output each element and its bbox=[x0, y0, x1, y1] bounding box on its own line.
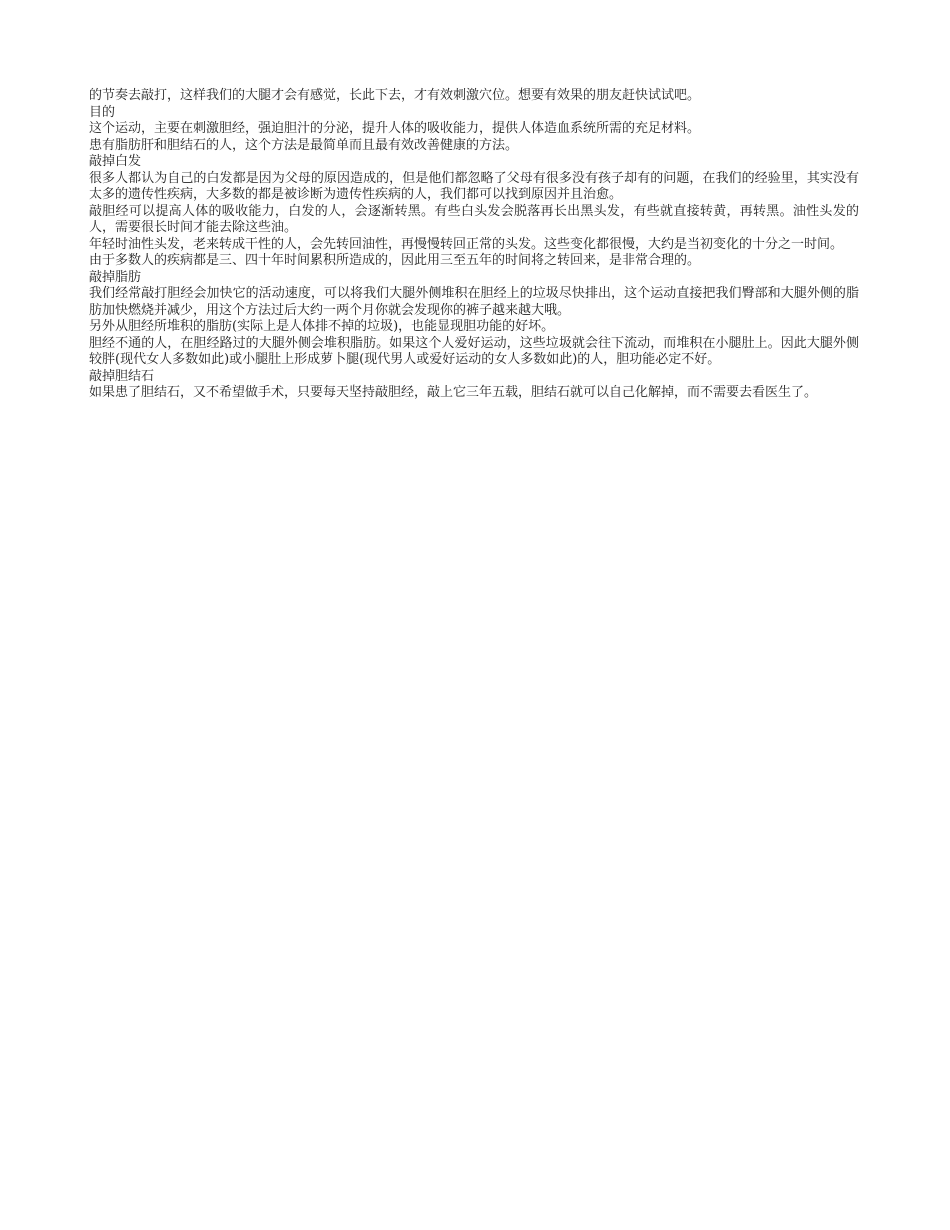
paragraph-fat-indicator: 另外从胆经所堆积的脂肪(实际上是人体排不掉的垃圾)，也能显现胆功能的好坏。 bbox=[89, 319, 555, 334]
paragraph-blocked-meridian: 胆经不通的人，在胆经路过的大腿外侧会堆积脂肪。如果这个人爱好运动，这些垃圾就会往下流动，而堆积在小腿肚上。因此大腿外侧较胖(现代女人多数如此)或小腿肚上形成萝卜腿(现代男人或爱好运动的女人多数如此)的人，胆功能必定不好。 bbox=[89, 335, 859, 367]
section-heading-purpose: 目的 bbox=[89, 104, 116, 120]
paragraph-white-hair-cause: 很多人都认为自己的白发都是因为父母的原因造成的，但是他们都忽略了父母有很多没有孩子却有的问题，在我们的经验里，其实没有太多的遗传性疾病，大多数的都是被诊断为遗传性疾病的人，我们都可以找到原因并且治愈。 bbox=[89, 170, 859, 202]
paragraph-fat-burning: 我们经常敲打胆经会加快它的活动速度，可以将我们大腿外侧堆积在胆经上的垃圾尽快排出，这个运动直接把我们臀部和大腿外侧的脂肪加快燃烧并减少，用这个方法过后大约一两个月你就会发现你的裤子越来越大哦。 bbox=[89, 286, 859, 318]
paragraph-fatty-liver: 患有脂肪肝和胆结石的人，这个方法是最简单而且最有效改善健康的方法。 bbox=[89, 137, 519, 153]
paragraph-intro-continuation: 的节奏去敲打，这样我们的大腿才会有感觉，长此下去，才有效刺激穴位。想要有效果的朋友赶快试试吧。 bbox=[89, 88, 701, 103]
section-heading-fat: 敲掉脂肪 bbox=[89, 269, 142, 285]
paragraph-oily-hair: 年轻时油性头发，老来转成干性的人，会先转回油性，再慢慢转回正常的头发。这些变化都很慢，大约是当初变化的十分之一时间。 bbox=[89, 236, 844, 252]
section-heading-white-hair: 敲掉白发 bbox=[89, 154, 142, 169]
section-heading-gallstones: 敲掉胆结石 bbox=[89, 368, 155, 384]
paragraph-white-hair-absorption: 敲胆经可以提高人体的吸收能力，白发的人，会逐渐转黑。有些白头发会脱落再长出黑头发，有些就直接转黄，再转黑。油性头发的人，需要很长时间才能去除这些油。 bbox=[89, 203, 859, 235]
paragraph-gallstones: 如果患了胆结石，又不希望做手术，只要每天坚持敲胆经，敲上它三年五载，胆结石就可以自己化解掉，而不需要去看医生了。 bbox=[89, 385, 818, 400]
paragraph-disease-time: 由于多数人的疾病都是三、四十年时间累积所造成的，因此用三至五年的时间将之转回来，是非常合理的。 bbox=[89, 253, 701, 268]
paragraph-purpose: 这个运动，主要在刺激胆经，强迫胆汁的分泌，提升人体的吸收能力，提供人体造血系统所需的充足材料。 bbox=[89, 121, 701, 136]
document-body bbox=[89, 88, 859, 402]
